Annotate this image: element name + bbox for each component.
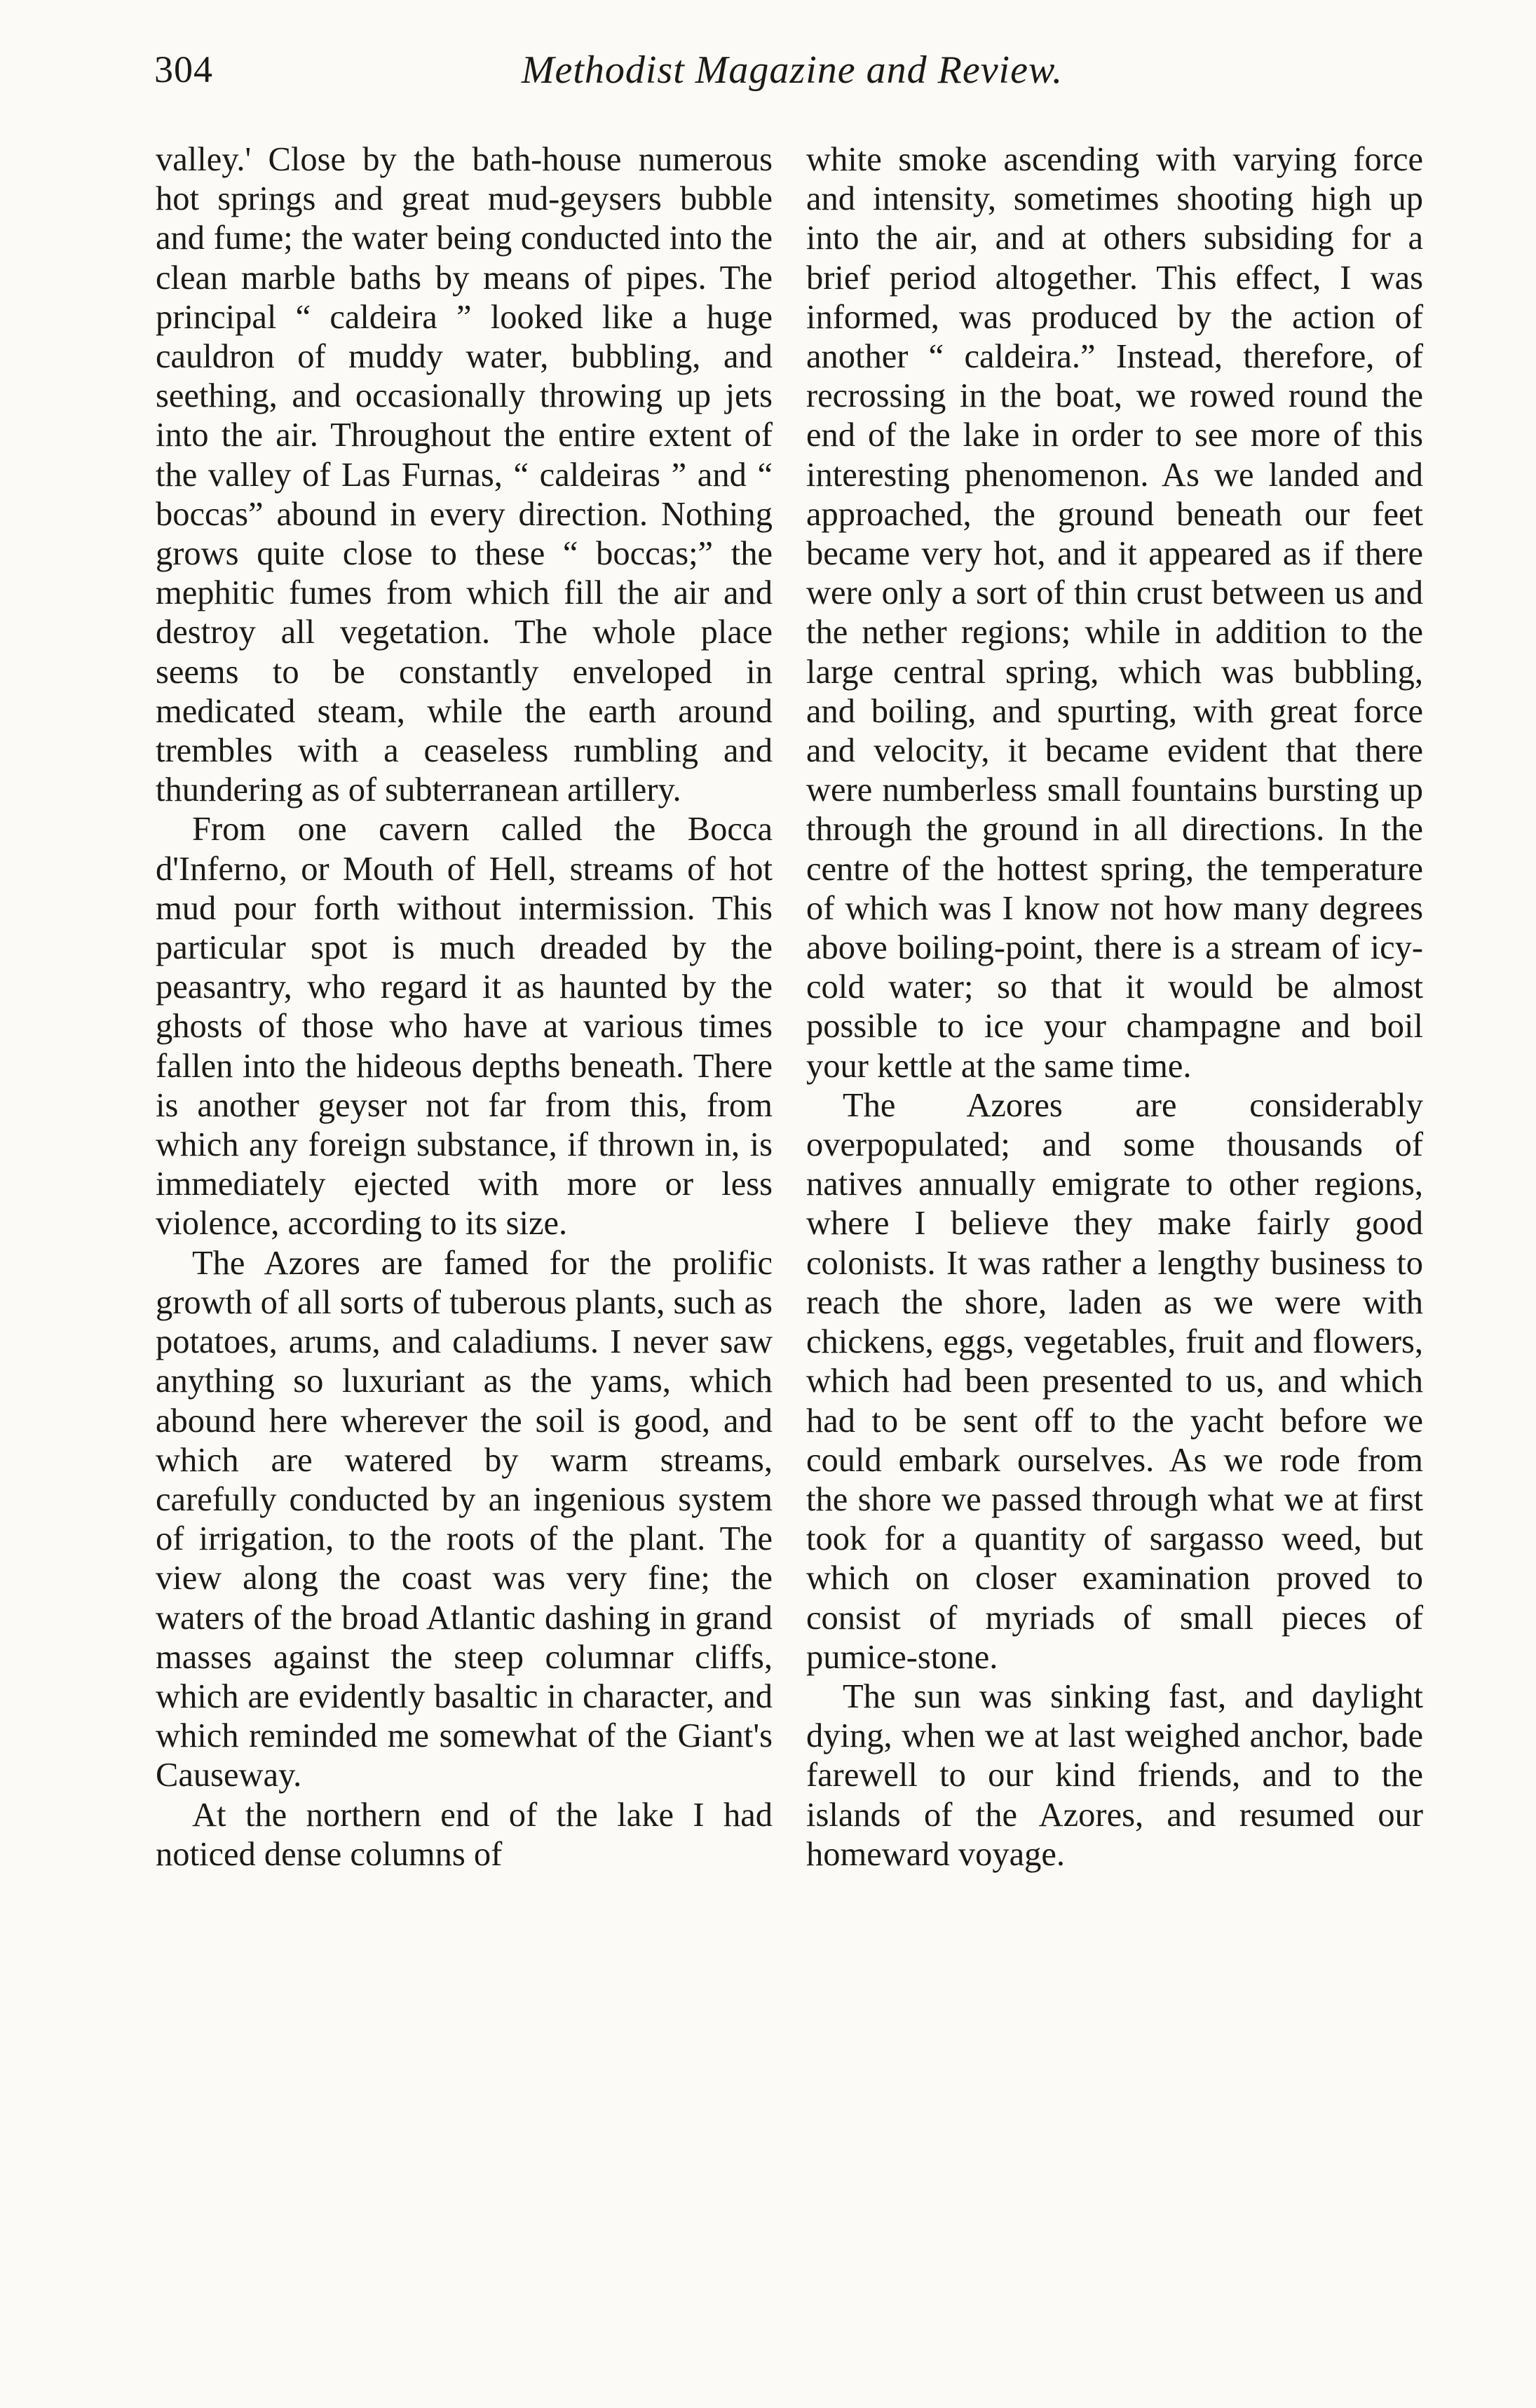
- paragraph: The Azores are famed for the prolific growth of all sorts of tuberous plants, such as potatoes, arums, and caladiums. I never saw anything so luxuriant as the yams, which abound here wherever the soil is good, and which are watered by warm streams, carefully conducted by an ingenious system of irrigation, to the roots of the plant. The view along the coast was very fine; the waters of the broad Atlantic dashing in grand masses against the steep columnar cliffs, which are evidently basaltic in character, and which reminded me somewhat of the Giant's Causeway.: [156, 1244, 773, 1794]
- right-column: [806, 140, 1423, 1874]
- running-title: Methodist Magazine and Review.: [521, 48, 1063, 92]
- paragraph: The Azores are considerably overpopulated; and some thousands of natives annually emigrate to other regions, where I believe they make fairly good colonists. It was rather a lengthy business to reach the shore, laden as we were with chickens, eggs, vegetables, fruit and flowers, which had been presented to us, and which had to be sent off to the yacht before we could embark ourselves. As we rode from the shore we passed through what we at first took for a quantity of sargasso weed, but which on closer examination proved to consist of myriads of small pieces of pumice-stone.: [806, 1086, 1423, 1676]
- page-header: [154, 48, 1430, 111]
- paragraph: The sun was sinking fast, and daylight dying, when we at last weighed anchor, bade farewell to our kind friends, and to the islands of the Azores, and resumed our homeward voyage.: [806, 1677, 1423, 1873]
- paragraph: white smoke ascending with varying force and intensity, sometimes shooting high up into the air, and at others subsiding for a brief period altogether. This effect, I was informed, was produced by the action of another “ caldeira.” Instead, therefore, of recrossing in the boat, we rowed round the end of the lake in order to see more of this interesting phenomenon. As we landed and approached, the ground beneath our feet became very hot, and it appeared as if there were only a sort of thin crust between us and the nether regions; while in addition to the large central spring, which was bubbling, and boiling, and spurting, with great force and velocity, it became evident that there were numberless small fountains bursting up through the ground in all directions. In the centre of the hottest spring, the temperature of which was I know not how many degrees above boiling-point, there is a stream of icy-cold water; so that it would be almost possible to ice your champagne and boil your kettle at the same time.: [806, 141, 1423, 1085]
- paragraph: At the northern end of the lake I had noticed dense columns of: [156, 1796, 773, 1873]
- paragraph: From one cavern called the Bocca d'Inferno, or Mouth of Hell, streams of hot mud pour forth without intermission. This particular spot is much dreaded by the peasantry, who regard it as haunted by the ghosts of those who have at various times fallen into the hideous depths beneath. There is another geyser not far from this, from which any foreign substance, if thrown in, is immediately ejected with more or less violence, according to its size.: [156, 811, 773, 1243]
- left-column: [156, 140, 773, 1874]
- paragraph: valley.' Close by the bath-house numerous hot springs and great mud-geysers bubble and fume; the water being conducted into the clean marble baths by means of pipes. The principal “ caldeira ” looked like a huge cauldron of muddy water, bubbling, and seething, and occasionally throwing up jets into the air. Throughout the entire extent of the valley of Las Furnas, “ caldeiras ” and “ boccas” abound in every direction. Nothing grows quite close to these “ boccas;” the mephitic fumes from which fill the air and destroy all vegetation. The whole place seems to be constantly enveloped in medicated steam, while the earth around trembles with a ceaseless rumbling and thundering as of subterranean artillery.: [156, 141, 773, 809]
- page-number: 304: [154, 48, 213, 90]
